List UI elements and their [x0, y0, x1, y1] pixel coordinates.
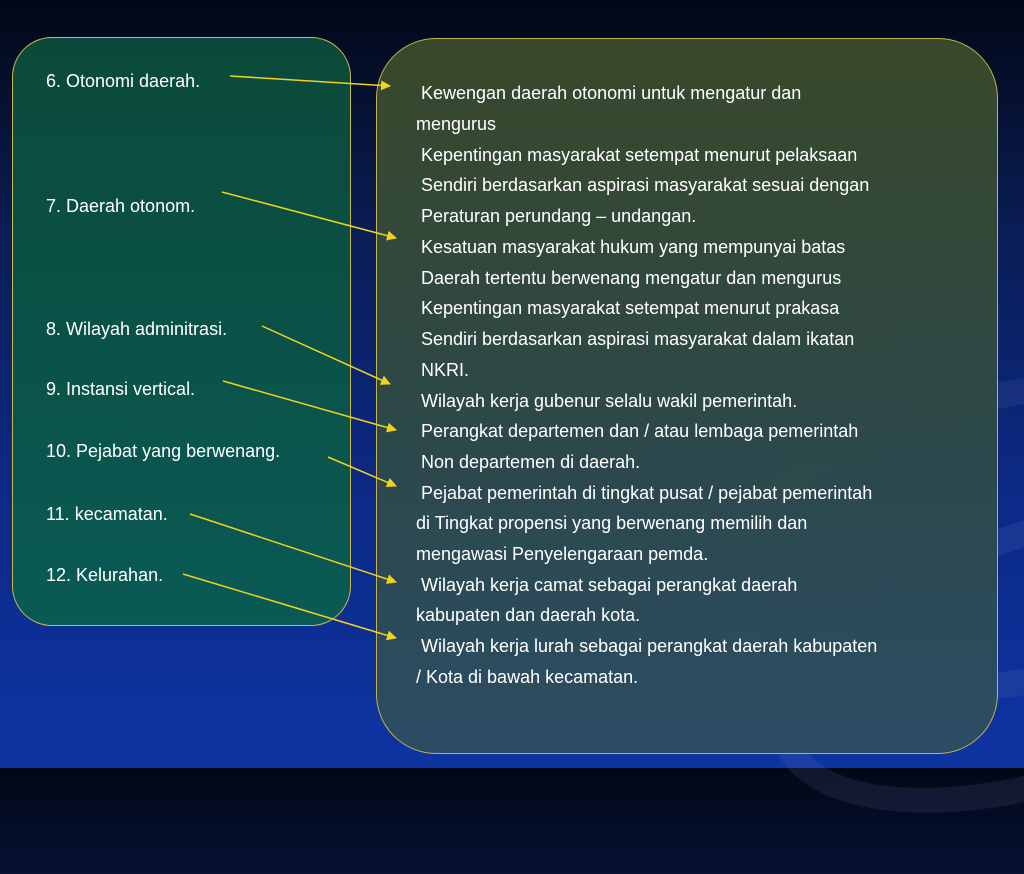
definition-line: Sendiri berdasarkan aspirasi masyarakat sesuai dengan [416, 175, 870, 195]
definition-line: Kepentingan masyarakat setempat menurut prakasa [416, 298, 840, 318]
definition-line: NKRI. [416, 360, 470, 380]
arrow-instansi-vertical [223, 381, 396, 430]
definition-line: Pejabat pemerintah di tingkat pusat / pejabat pemerintah [416, 483, 873, 503]
term-wilayah-administrasi: 8. Wilayah adminitrasi. [46, 319, 228, 339]
definition-line: Kesatuan masyarakat hukum yang mempunyai batas [416, 237, 846, 257]
arrow-pejabat-berwenang [328, 457, 396, 486]
definition-line: Wilayah kerja lurah sebagai perangkat daerah kabupaten [416, 636, 878, 656]
term-kecamatan: 11. kecamatan. [46, 504, 168, 524]
term-pejabat-berwenang: 10. Pejabat yang berwenang. [46, 441, 281, 461]
definition-line: kabupaten dan daerah kota. [416, 605, 641, 625]
definition-line: Wilayah kerja gubenur selalu wakil pemerintah. [416, 391, 798, 411]
arrow-daerah-otonom [222, 192, 396, 238]
definition-line: Wilayah kerja camat sebagai perangkat daerah [416, 575, 798, 595]
definition-line: Perangkat departemen dan / atau lembaga pemerintah [416, 421, 859, 441]
term-otonomi-daerah: 6. Otonomi daerah. [46, 71, 201, 91]
term-daerah-otonom: 7. Daerah otonom. [46, 196, 196, 216]
definition-line: Sendiri berdasarkan aspirasi masyarakat dalam ikatan [416, 329, 855, 349]
term-instansi-vertical: 9. Instansi vertical. [46, 379, 196, 399]
definition-line: mengawasi Penyelengaraan pemda. [416, 544, 709, 564]
definition-line: Peraturan perundang – undangan. [416, 206, 697, 226]
arrow-wilayah-administrasi [262, 326, 390, 384]
arrow-kecamatan [190, 514, 396, 582]
definition-line: di Tingkat propensi yang berwenang memilih dan [416, 513, 808, 533]
arrow-kelurahan [183, 574, 396, 638]
definition-line: Kepentingan masyarakat setempat menurut pelaksaan [416, 145, 858, 165]
arrow-otonomi-daerah [230, 76, 390, 86]
definition-line: Kewengan daerah otonomi untuk mengatur dan [416, 83, 802, 103]
definition-line: Daerah tertentu berwenang mengatur dan mengurus [416, 268, 842, 288]
definition-line: mengurus [416, 114, 497, 134]
definition-line: / Kota di bawah kecamatan. [416, 667, 639, 687]
term-kelurahan: 12. Kelurahan. [46, 565, 164, 585]
definition-line: Non departemen di daerah. [416, 452, 641, 472]
